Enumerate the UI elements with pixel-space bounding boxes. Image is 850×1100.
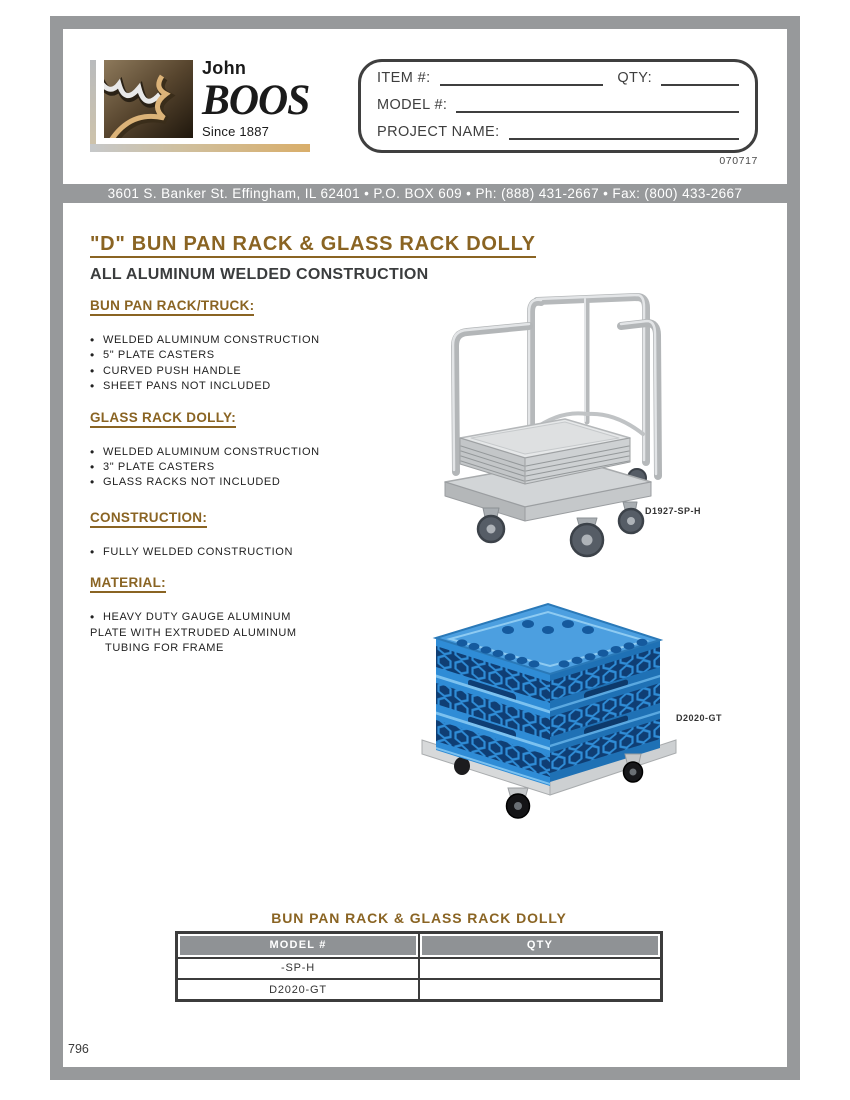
col-header-qty: QTY	[419, 933, 662, 958]
glass-rack-dolly-model-label: D2020-GT	[676, 713, 723, 723]
feature-item: • FULLY WELDED CONSTRUCTION	[90, 545, 420, 560]
model-row	[377, 98, 739, 113]
qty-label: QTY:	[617, 70, 652, 86]
page-subtitle: ALL ALUMINUM WELDED CONSTRUCTION	[90, 266, 429, 283]
feature-item: • WELDED ALUMINUM CONSTRUCTION	[90, 333, 420, 348]
model-number-field[interactable]	[456, 99, 739, 113]
material-feature-list	[90, 610, 420, 656]
model-cell: D2020-GT	[177, 979, 420, 1001]
logo-wordmark	[202, 58, 332, 139]
feature-item-continued: TUBING FOR FRAME	[105, 642, 224, 655]
order-form-box	[358, 59, 758, 153]
item-number-field[interactable]	[440, 72, 604, 86]
project-row	[377, 125, 739, 140]
feature-item: • 3" PLATE CASTERS	[90, 460, 420, 475]
col-header-model: MODEL #	[177, 933, 420, 958]
logo-accent-vbar	[90, 60, 96, 150]
construction-feature-list	[90, 545, 420, 560]
feature-item: • SHEET PANS NOT INCLUDED	[90, 379, 420, 394]
order-table	[175, 931, 663, 1002]
item-label: ITEM #:	[377, 70, 431, 86]
logo-accent-hbar	[90, 144, 310, 152]
glass-rack-dolly-image	[408, 590, 690, 822]
order-table-block	[175, 910, 663, 1002]
john-boos-logo-icon	[104, 60, 193, 138]
form-revision-code: 070717	[719, 155, 758, 167]
page-number: 796	[68, 1042, 89, 1056]
address-bar: 3601 S. Banker St. Effingham, IL 62401 • P.O. BOX 609 • Ph: (888) 431-2667 • Fax: (800) 433-2667	[63, 184, 787, 203]
order-table-title: BUN PAN RACK & GLASS RACK DOLLY	[271, 910, 567, 926]
section-heading-construction: CONSTRUCTION:	[90, 511, 207, 528]
project-name-field[interactable]	[509, 126, 739, 140]
page-title: "D" BUN PAN RACK & GLASS RACK DOLLY	[90, 234, 536, 258]
section-heading-bun-pan-rack: BUN PAN RACK/TRUCK:	[90, 299, 254, 316]
feature-item: • 5" PLATE CASTERS	[90, 348, 420, 363]
qty-cell[interactable]	[419, 979, 662, 1001]
item-qty-field[interactable]	[661, 72, 739, 86]
bun-pan-rack-model-label: D1927-SP-H	[645, 506, 702, 516]
table-row	[177, 958, 662, 980]
section-heading-glass-rack-dolly: GLASS RACK DOLLY:	[90, 411, 236, 428]
section-heading-material: MATERIAL:	[90, 576, 166, 593]
header-row	[177, 933, 662, 958]
feature-item: • WELDED ALUMINUM CONSTRUCTION	[90, 445, 420, 460]
logo-john-text: John	[202, 58, 247, 78]
model-label: MODEL #:	[377, 97, 448, 113]
project-label: PROJECT NAME:	[377, 124, 500, 140]
table-row	[177, 979, 662, 1001]
glass-rack-dolly-feature-list	[90, 445, 420, 491]
feature-item: • GLASS RACKS NOT INCLUDED	[90, 475, 420, 490]
feature-item: • HEAVY DUTY GAUGE ALUMINUM	[90, 610, 420, 625]
feature-item-continued: PLATE WITH EXTRUDED ALUMINUM	[90, 626, 297, 639]
item-row	[377, 71, 739, 86]
bun-pan-rack-image	[425, 280, 665, 565]
qty-cell[interactable]	[419, 958, 662, 980]
logo-since-text: Since 1887	[202, 124, 270, 139]
bun-pan-rack-feature-list	[90, 333, 420, 395]
logo-boos-text: BOOS	[202, 77, 310, 124]
feature-item: • CURVED PUSH HANDLE	[90, 364, 420, 379]
model-cell: -SP-H	[177, 958, 420, 980]
